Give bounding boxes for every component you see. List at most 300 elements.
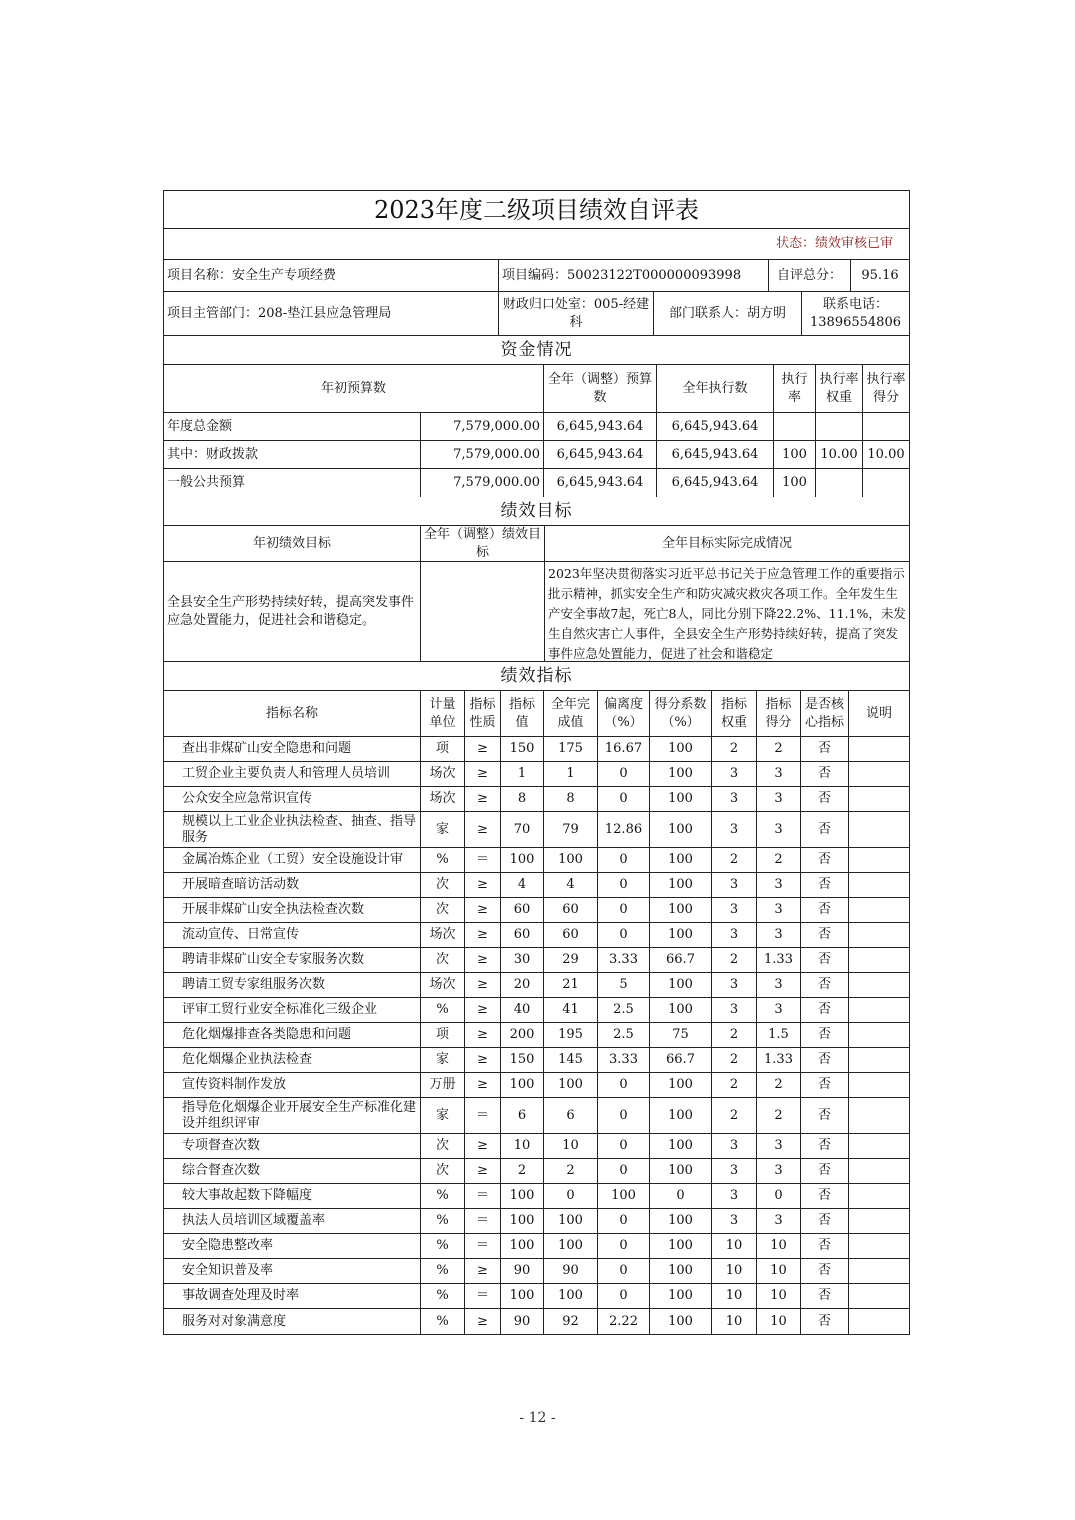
funds-cell-adjusted: 6,645,943.64 [544,441,657,468]
indicator-cell-deviation: 0 [598,787,650,811]
indicator-cell-core: 否 [801,873,849,897]
indicator-cell-coef: 100 [650,1309,712,1334]
funds-cell-score: 10.00 [867,446,905,462]
indicator-row [164,737,909,762]
project-code: 项目编码：50023122T000000093998 [499,260,769,291]
indicator-cell-note [849,898,909,922]
indicator-cell-score: 3 [757,787,801,811]
funds-header-row [164,365,909,413]
funds-cell-initial: 7,579,000.00 [421,441,544,468]
ind-header-nature: 指标性质 [465,691,501,736]
indicator-cell-note [849,998,909,1022]
funds-cell-label: 其中：财政拨款 [164,441,421,468]
indicator-cell-coef: 100 [650,737,712,761]
indicator-row [164,1209,909,1234]
indicator-cell-nature: ≥ [465,923,501,947]
indicator-cell-core: 否 [801,898,849,922]
indicator-cell-unit: % [421,1309,465,1334]
indicator-cell-deviation: 0 [598,898,650,922]
indicator-cell-core: 否 [801,1259,849,1283]
indicator-cell-note [849,1073,909,1097]
indicator-cell-nature: ≥ [465,998,501,1022]
indicator-cell-note [849,1048,909,1072]
indicator-cell-score: 3 [757,898,801,922]
indicator-cell-weight: 3 [712,973,757,997]
indicator-cell-score: 3 [757,998,801,1022]
indicator-cell-weight: 10 [712,1234,757,1258]
indicator-cell-name: 公众安全应急常识宣传 [164,787,421,811]
ind-header-deviation: 偏离度（%） [598,691,650,736]
indicator-cell-actual: 60 [544,898,598,922]
indicator-cell-value: 100 [501,1234,544,1258]
indicator-cell-value: 60 [501,898,544,922]
funds-row [164,413,909,441]
goals-adjusted-text [421,562,545,661]
indicator-rows [164,737,909,1334]
indicator-cell-name: 专项督查次数 [164,1134,421,1158]
indicator-cell-coef: 100 [650,1234,712,1258]
funds-cell-label: 一般公共预算 [164,469,421,497]
indicator-cell-value: 6 [501,1098,544,1133]
indicator-cell-weight: 3 [712,1209,757,1233]
goals-header-initial: 年初绩效目标 [164,526,421,561]
indicator-cell-note [849,1259,909,1283]
indicator-cell-nature: ≥ [465,898,501,922]
indicator-row [164,873,909,898]
indicator-cell-core: 否 [801,948,849,972]
funds-cell-weight: 10.00 [816,441,863,468]
indicator-cell-nature: ≥ [465,1159,501,1183]
funds-header-weight: 执行率权重 [816,365,863,412]
indicator-cell-core: 否 [801,1073,849,1097]
goals-actual-text: 2023年坚决贯彻落实习近平总书记关于应急管理工作的重要指示批示精神，抓实安全生产和防灾减灾救灾各项工作。全年发生生产安全事故7起，死亡8人，同比分别下降22.2%、11.1%，未发生自然灾害亡人事件，全县安全生产形势持续好转，提高了突发事件应急处置能力，促进了社会和谐稳定 [548,566,906,661]
indicator-cell-unit: % [421,1234,465,1258]
indicator-cell-weight: 3 [712,1159,757,1183]
indicator-cell-unit: 家 [421,1048,465,1072]
indicator-cell-name: 开展非煤矿山安全执法检查次数 [164,898,421,922]
indicator-cell-actual: 100 [544,1209,598,1233]
indicator-cell-unit: 次 [421,873,465,897]
funds-header-executed: 全年执行数 [657,365,774,412]
indicator-cell-weight: 3 [712,1134,757,1158]
indicator-cell-note [849,848,909,872]
indicator-row [164,1073,909,1098]
indicator-cell-value: 70 [501,812,544,847]
indicator-cell-value: 90 [501,1259,544,1283]
indicator-cell-value: 100 [501,1184,544,1208]
indicator-cell-score: 2 [757,1098,801,1133]
indicator-row [164,1284,909,1309]
indicator-cell-coef: 100 [650,1098,712,1133]
indicator-cell-score: 2 [757,737,801,761]
indicator-cell-nature: ＝ [465,1098,501,1133]
indicator-cell-weight: 2 [712,737,757,761]
funds-cell-adjusted: 6,645,943.64 [544,469,657,497]
indicator-cell-nature: ≥ [465,812,501,847]
indicator-cell-score: 3 [757,1209,801,1233]
self-score-label: 自评总分： [769,260,851,291]
indicator-cell-unit: 场次 [421,973,465,997]
indicator-cell-coef: 100 [650,973,712,997]
indicator-cell-score: 10 [757,1259,801,1283]
indicator-row [164,1023,909,1048]
funds-cell-weight [816,469,863,497]
indicator-cell-nature: ≥ [465,737,501,761]
indicator-cell-unit: % [421,1209,465,1233]
goals-header-adjusted: 全年（调整）绩效目标 [421,526,545,561]
indicator-cell-actual: 175 [544,737,598,761]
indicator-cell-value: 200 [501,1023,544,1047]
indicator-cell-unit: 次 [421,898,465,922]
indicator-cell-coef: 100 [650,923,712,947]
indicator-cell-deviation: 2.5 [598,1023,650,1047]
page-number: - 12 - [519,1410,556,1426]
indicator-cell-value: 10 [501,1134,544,1158]
indicator-cell-core: 否 [801,973,849,997]
funds-section-title: 资金情况 [500,340,573,360]
indicator-cell-deviation: 5 [598,973,650,997]
indicator-cell-score: 10 [757,1234,801,1258]
indicator-cell-value: 150 [501,737,544,761]
indicator-cell-weight: 2 [712,948,757,972]
funds-header-adjusted: 全年（调整）预算数 [544,365,657,412]
finance-office: 财政归口处室：005-经建科 [499,292,654,335]
indicator-cell-actual: 29 [544,948,598,972]
indicator-cell-value: 20 [501,973,544,997]
funds-cell-rate: 100 [774,469,816,497]
indicator-cell-weight: 2 [712,1023,757,1047]
contact-phone: 联系电话：13896554806 [810,296,901,330]
indicator-cell-score: 1.5 [757,1023,801,1047]
indicator-cell-core: 否 [801,1184,849,1208]
indicator-cell-unit: % [421,1284,465,1308]
funds-header-initial: 年初预算数 [164,365,544,412]
indicator-cell-nature: ＝ [465,848,501,872]
indicator-cell-core: 否 [801,787,849,811]
indicator-cell-coef: 100 [650,1159,712,1183]
indicator-cell-weight: 10 [712,1309,757,1334]
indicator-cell-score: 3 [757,1159,801,1183]
indicator-cell-unit: 场次 [421,923,465,947]
indicator-cell-name: 工贸企业主要负责人和管理人员培训 [164,762,421,786]
indicator-cell-nature: ≥ [465,1134,501,1158]
indicator-cell-core: 否 [801,923,849,947]
indicator-cell-deviation: 0 [598,1284,650,1308]
indicator-cell-actual: 100 [544,1284,598,1308]
indicator-cell-value: 30 [501,948,544,972]
indicator-cell-nature: ＝ [465,1209,501,1233]
indicator-cell-coef: 100 [650,1209,712,1233]
indicator-cell-weight: 3 [712,898,757,922]
indicator-row [164,898,909,923]
indicator-cell-unit: 次 [421,948,465,972]
indicator-cell-unit: % [421,1259,465,1283]
funds-cell-rate: 100 [774,441,816,468]
indicator-cell-note [849,1209,909,1233]
indicator-cell-actual: 2 [544,1159,598,1183]
indicator-cell-actual: 21 [544,973,598,997]
indicator-cell-note [849,812,909,847]
indicator-cell-coef: 75 [650,1023,712,1047]
indicator-row [164,1234,909,1259]
indicator-row [164,948,909,973]
indicator-cell-weight: 2 [712,1098,757,1133]
ind-header-score: 指标得分 [757,691,801,736]
indicator-cell-nature: ≥ [465,787,501,811]
indicator-cell-weight: 3 [712,923,757,947]
indicator-cell-deviation: 0 [598,1134,650,1158]
indicator-row [164,998,909,1023]
indicator-cell-core: 否 [801,812,849,847]
indicator-cell-coef: 100 [650,762,712,786]
indicator-cell-score: 2 [757,848,801,872]
indicator-cell-name: 执法人员培训区域覆盖率 [164,1209,421,1233]
indicator-cell-actual: 8 [544,787,598,811]
indicator-cell-nature: ＝ [465,1284,501,1308]
indicator-cell-core: 否 [801,1234,849,1258]
goals-section-title: 绩效目标 [500,501,573,521]
indicator-row [164,1098,909,1134]
indicator-cell-note [849,923,909,947]
indicator-cell-actual: 90 [544,1259,598,1283]
indicator-cell-weight: 3 [712,762,757,786]
funds-cell-adjusted: 6,645,943.64 [544,413,657,440]
evaluation-sheet [163,190,910,1335]
indicator-cell-unit: 项 [421,737,465,761]
indicator-cell-coef: 100 [650,1134,712,1158]
indicator-cell-unit: % [421,848,465,872]
indicator-cell-coef: 100 [650,998,712,1022]
indicator-cell-deviation: 0 [598,873,650,897]
funds-cell-weight [816,413,863,440]
indicator-cell-name: 开展暗查暗访活动数 [164,873,421,897]
indicator-cell-note [849,973,909,997]
indicator-cell-weight: 2 [712,1048,757,1072]
indicator-cell-note [849,1023,909,1047]
project-info-row [164,260,909,292]
indicator-cell-deviation: 0 [598,1098,650,1133]
funds-rows [164,413,909,497]
indicator-row [164,762,909,787]
indicator-cell-name: 较大事故起数下降幅度 [164,1184,421,1208]
indicator-cell-coef: 100 [650,873,712,897]
indicator-cell-actual: 6 [544,1098,598,1133]
indicator-cell-value: 40 [501,998,544,1022]
indicator-cell-nature: ≥ [465,973,501,997]
ind-header-note: 说明 [865,705,892,721]
ind-header-weight: 指标权重 [712,691,757,736]
funds-cell-rate [774,413,816,440]
indicator-cell-unit: 项 [421,1023,465,1047]
indicator-cell-deviation: 0 [598,762,650,786]
indicators-section-title: 绩效指标 [500,666,573,686]
indicator-cell-score: 3 [757,973,801,997]
indicator-cell-value: 8 [501,787,544,811]
indicator-cell-unit: 家 [421,812,465,847]
indicator-cell-coef: 100 [650,787,712,811]
indicator-cell-name: 服务对对象满意度 [164,1309,421,1334]
indicator-cell-name: 宣传资料制作发放 [164,1073,421,1097]
indicator-cell-deviation: 16.67 [598,737,650,761]
indicator-cell-weight: 3 [712,1184,757,1208]
funds-row [164,469,909,497]
indicator-cell-unit: 万册 [421,1073,465,1097]
indicator-cell-name: 综合督查次数 [164,1159,421,1183]
indicator-row [164,848,909,873]
indicator-cell-note [849,762,909,786]
indicator-cell-name: 流动宣传、日常宣传 [164,923,421,947]
indicator-cell-coef: 66.7 [650,948,712,972]
department-row [164,292,909,336]
indicator-cell-value: 90 [501,1309,544,1334]
indicator-cell-unit: % [421,1184,465,1208]
indicator-cell-weight: 2 [712,1073,757,1097]
indicator-row [164,1259,909,1284]
indicator-cell-note [849,1234,909,1258]
indicator-row [164,1134,909,1159]
indicator-cell-score: 3 [757,1134,801,1158]
indicator-cell-note [849,873,909,897]
indicator-row [164,923,909,948]
ind-header-unit: 计量单位 [421,691,465,736]
project-name: 项目名称：安全生产专项经费 [164,260,499,291]
indicator-cell-coef: 100 [650,898,712,922]
indicator-cell-score: 2 [757,1073,801,1097]
indicator-cell-actual: 145 [544,1048,598,1072]
indicator-cell-note [849,1309,909,1334]
indicator-cell-weight: 3 [712,787,757,811]
indicator-cell-value: 100 [501,1284,544,1308]
indicator-cell-core: 否 [801,1209,849,1233]
indicator-cell-nature: ≥ [465,873,501,897]
indicator-cell-name: 查出非煤矿山安全隐患和问题 [164,737,421,761]
indicator-cell-weight: 2 [712,848,757,872]
indicator-cell-deviation: 0 [598,1259,650,1283]
indicator-cell-core: 否 [801,1159,849,1183]
indicator-cell-name: 指导危化烟爆企业开展安全生产标准化建设并组织评审 [164,1098,421,1133]
ind-header-coef: 得分系数（%） [650,691,712,736]
indicator-cell-nature: ＝ [465,1184,501,1208]
ind-header-name: 指标名称 [164,691,421,736]
indicator-cell-name: 金属冶炼企业（工贸）安全设施设计审 [164,848,421,872]
indicator-cell-actual: 60 [544,923,598,947]
indicator-cell-score: 10 [757,1284,801,1308]
indicator-cell-score: 1.33 [757,1048,801,1072]
indicator-cell-deviation: 0 [598,848,650,872]
indicator-cell-actual: 79 [544,812,598,847]
indicator-cell-core: 否 [801,1309,849,1334]
indicator-cell-nature: ≥ [465,1309,501,1334]
indicator-cell-value: 2 [501,1159,544,1183]
indicator-cell-deviation: 12.86 [598,812,650,847]
funds-header-rate: 执行率 [774,365,816,412]
indicator-cell-score: 0 [757,1184,801,1208]
indicator-header-row [164,691,909,737]
indicator-cell-unit: 次 [421,1159,465,1183]
indicator-cell-deviation: 0 [598,1209,650,1233]
indicator-cell-coef: 100 [650,1284,712,1308]
indicator-cell-unit: 场次 [421,762,465,786]
indicator-cell-actual: 100 [544,1073,598,1097]
indicator-cell-deviation: 0 [598,1073,650,1097]
indicator-cell-core: 否 [801,998,849,1022]
indicator-cell-name: 聘请工贸专家组服务次数 [164,973,421,997]
indicator-cell-note [849,1134,909,1158]
indicator-cell-note [849,1159,909,1183]
indicator-cell-nature: ≥ [465,1259,501,1283]
funds-cell-score [863,469,909,497]
goals-header-actual: 全年目标实际完成情况 [661,535,792,551]
sheet-title: 2023年度二级项目绩效自评表 [373,195,700,224]
indicator-cell-core: 否 [801,1048,849,1072]
indicator-cell-deviation: 100 [598,1184,650,1208]
indicator-cell-core: 否 [801,762,849,786]
indicator-cell-nature: ≥ [465,1048,501,1072]
indicator-cell-actual: 195 [544,1023,598,1047]
indicator-cell-note [849,1098,909,1133]
indicator-cell-core: 否 [801,737,849,761]
indicator-cell-coef: 100 [650,1073,712,1097]
indicator-cell-actual: 100 [544,848,598,872]
goals-initial-text: 全县安全生产形势持续好转，提高突发事件应急处置能力，促进社会和谐稳定。 [164,562,421,661]
indicator-cell-name: 安全知识普及率 [164,1259,421,1283]
indicator-cell-actual: 41 [544,998,598,1022]
indicator-cell-score: 3 [757,812,801,847]
indicator-cell-unit: % [421,998,465,1022]
self-score-value: 95.16 [861,267,899,283]
indicator-cell-weight: 3 [712,998,757,1022]
indicator-cell-name: 规模以上工业企业执法检查、抽查、指导服务 [164,812,421,847]
indicator-cell-core: 否 [801,1023,849,1047]
indicator-row [164,1184,909,1209]
department: 项目主管部门：208-垫江县应急管理局 [164,292,499,335]
indicator-cell-unit: 家 [421,1098,465,1133]
indicator-cell-deviation: 0 [598,1159,650,1183]
goals-header-row [164,526,909,562]
indicator-cell-value: 100 [501,1073,544,1097]
indicator-cell-name: 危化烟爆排查各类隐患和问题 [164,1023,421,1047]
indicator-cell-note [849,737,909,761]
ind-header-actual: 全年完成值 [544,691,598,736]
indicator-row [164,973,909,998]
indicator-cell-deviation: 3.33 [598,1048,650,1072]
indicator-cell-core: 否 [801,1098,849,1133]
indicator-cell-score: 3 [757,762,801,786]
indicator-cell-weight: 10 [712,1259,757,1283]
indicator-cell-name: 聘请非煤矿山安全专家服务次数 [164,948,421,972]
indicator-cell-value: 1 [501,762,544,786]
funds-header-score: 执行率得分 [866,371,906,405]
indicator-cell-note [849,787,909,811]
indicator-cell-unit: 次 [421,1134,465,1158]
indicator-cell-core: 否 [801,1134,849,1158]
funds-row [164,441,909,469]
indicator-cell-actual: 10 [544,1134,598,1158]
indicator-cell-coef: 100 [650,1259,712,1283]
indicator-cell-name: 评审工贸行业安全标准化三级企业 [164,998,421,1022]
indicator-cell-unit: 场次 [421,787,465,811]
indicator-cell-value: 60 [501,923,544,947]
indicator-cell-coef: 100 [650,848,712,872]
indicator-cell-value: 4 [501,873,544,897]
indicator-cell-score: 1.33 [757,948,801,972]
goals-content-row [164,562,909,662]
indicator-cell-score: 3 [757,923,801,947]
funds-cell-executed: 6,645,943.64 [657,441,774,468]
funds-cell-executed: 6,645,943.64 [657,469,774,497]
indicator-cell-weight: 3 [712,812,757,847]
indicator-cell-weight: 10 [712,1284,757,1308]
